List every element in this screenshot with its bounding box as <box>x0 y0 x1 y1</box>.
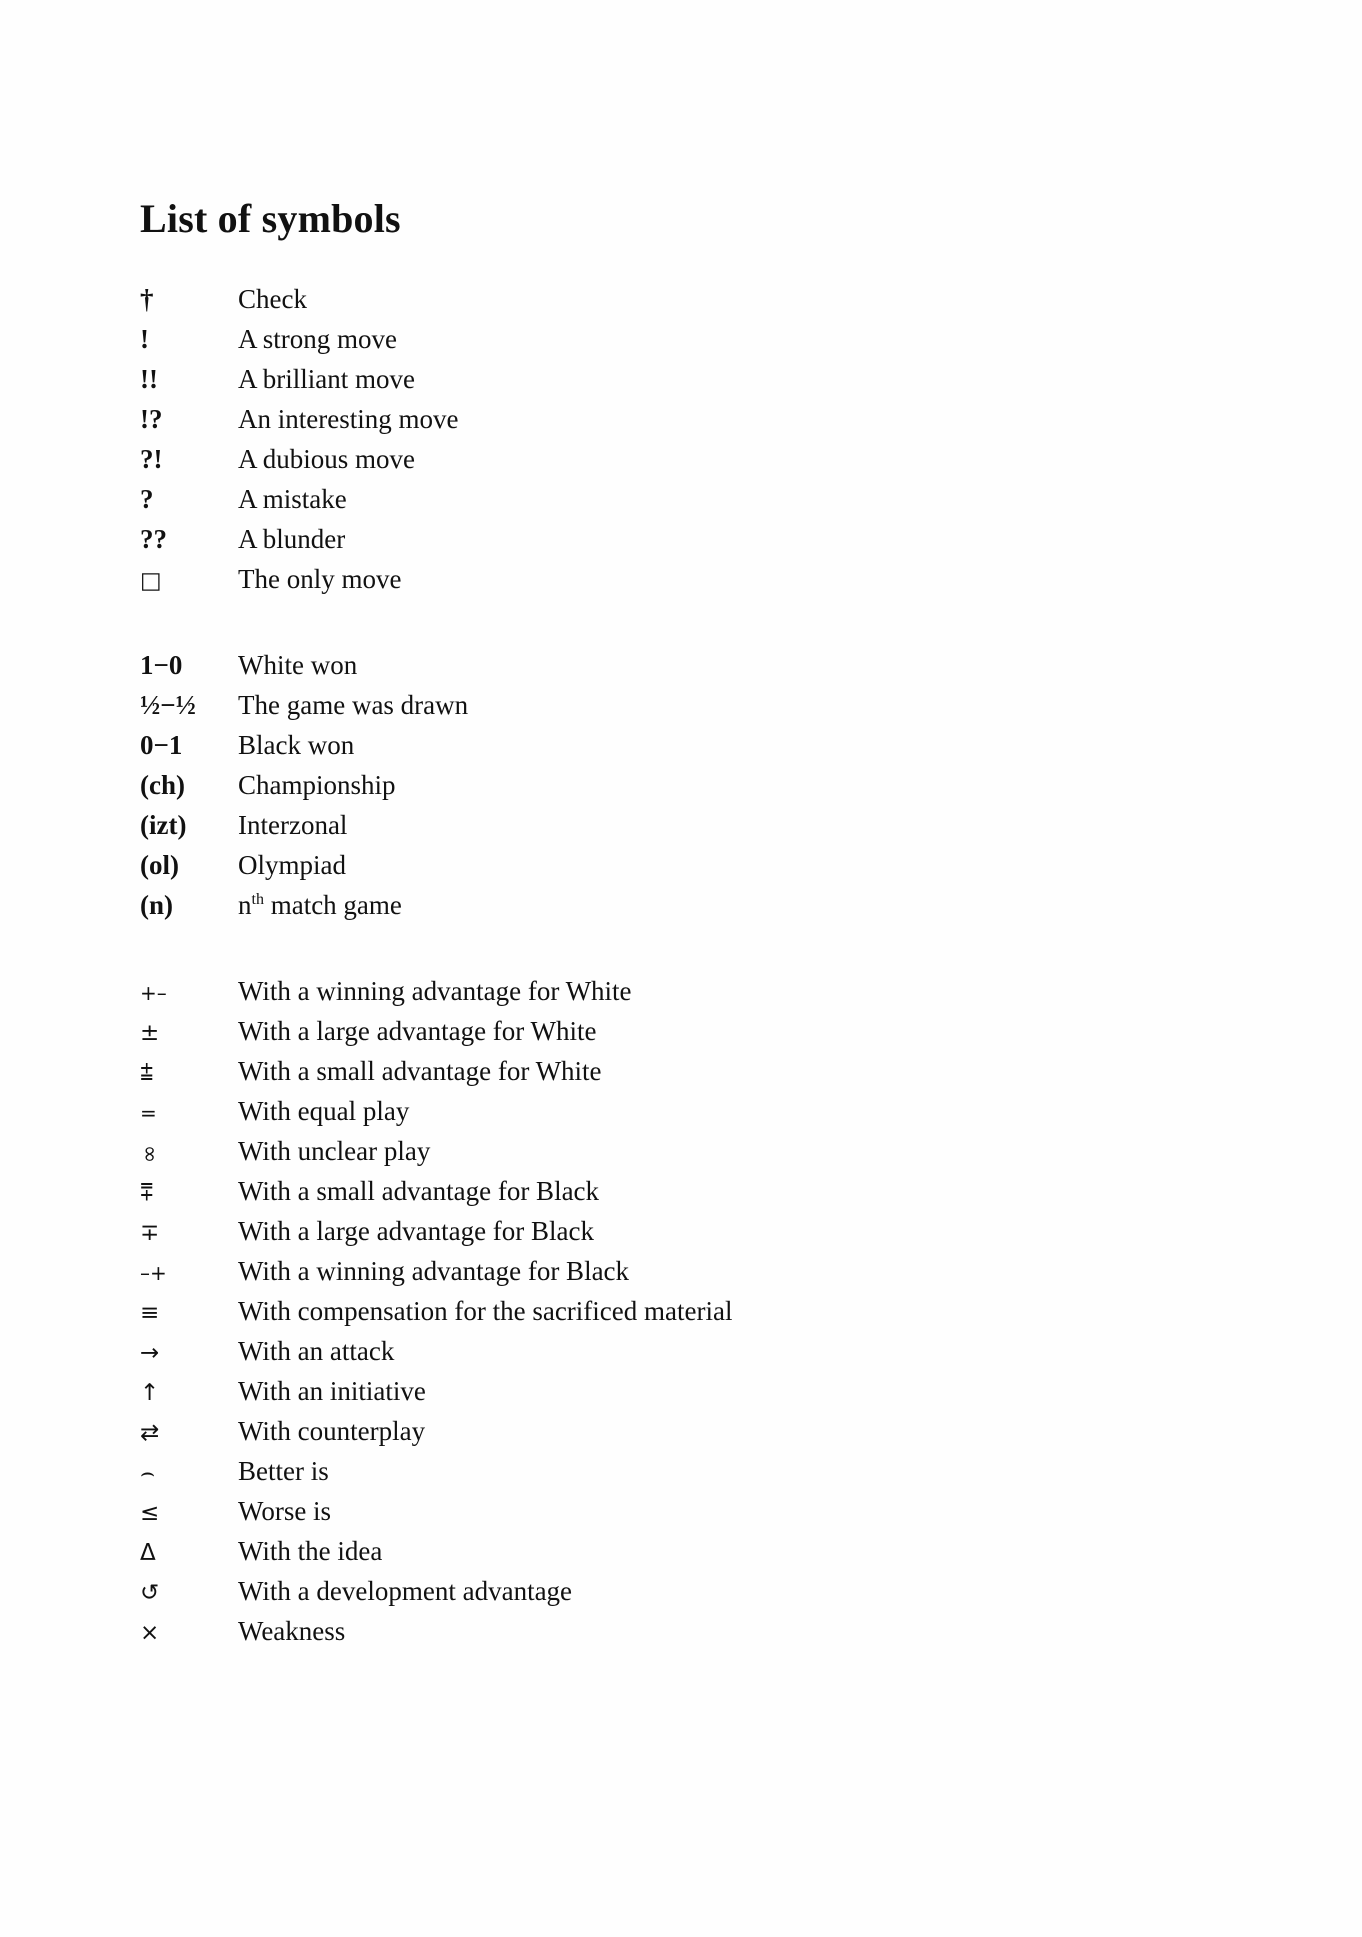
symbol-row <box>140 1618 1140 1658</box>
symbol-row <box>140 692 1140 732</box>
page-content <box>137 195 1140 1704</box>
symbol-description: A brilliant move <box>238 364 415 394</box>
symbol-row <box>140 978 1140 1018</box>
symbol-row <box>140 852 1140 892</box>
symbol-row <box>140 1018 1140 1058</box>
symbol-description: Black won <box>238 730 355 760</box>
symbol-description: With counterplay <box>238 1416 426 1446</box>
symbol-row <box>140 566 1140 606</box>
symbol-glyph: ?! <box>140 444 163 474</box>
symbol-glyph-attack-arrow-icon: → <box>140 1340 160 1366</box>
symbol-row <box>140 366 1140 406</box>
symbol-description: A dubious move <box>238 444 416 474</box>
symbol-row <box>140 526 1140 566</box>
symbol-description: Check <box>238 284 307 314</box>
symbol-description: With a small advantage for Black <box>238 1176 600 1206</box>
symbol-glyph: ? <box>140 484 154 514</box>
symbol-description: Worse is <box>238 1496 332 1526</box>
symbol-description: Olympiad <box>238 850 346 880</box>
symbol-description: With equal play <box>238 1096 410 1126</box>
symbol-glyph: 1−0 <box>140 650 183 680</box>
symbol-description: Championship <box>238 770 396 800</box>
symbol-row <box>140 652 1140 692</box>
symbol-row <box>140 1058 1140 1098</box>
symbol-glyph-counterplay-arrows-icon: ⇄ <box>140 1420 160 1446</box>
symbol-description: The only move <box>238 564 402 594</box>
symbol-description <box>238 892 402 919</box>
symbol-glyph: ?? <box>140 524 167 554</box>
symbol-description: With unclear play <box>238 1136 431 1166</box>
symbol-description-base: n <box>238 890 252 920</box>
symbol-glyph: ! <box>140 324 149 354</box>
symbol-row <box>140 1498 1140 1538</box>
symbol-glyph-delta-idea: Δ <box>140 1540 156 1566</box>
symbol-glyph-small-advantage-white: ⩲ <box>140 1060 154 1086</box>
symbol-description: With a small advantage for White <box>238 1056 602 1086</box>
infinity-icon: ∞ <box>137 1144 163 1164</box>
symbol-row <box>140 732 1140 772</box>
symbol-description: With a large advantage for White <box>238 1016 597 1046</box>
symbol-description: With a winning advantage for Black <box>238 1256 630 1286</box>
symbol-row <box>140 486 1140 526</box>
symbol-row <box>140 1218 1140 1258</box>
symbol-row <box>140 286 1140 326</box>
page-title: List of symbols <box>140 196 401 241</box>
symbol-row <box>140 326 1140 366</box>
symbol-row <box>140 1298 1140 1338</box>
symbol-row <box>140 772 1140 812</box>
symbol-glyph: (n) <box>140 890 173 920</box>
symbol-description: Better is <box>238 1456 329 1486</box>
symbol-description: With the idea <box>238 1536 383 1566</box>
symbol-description: Interzonal <box>238 810 348 840</box>
symbol-glyph-minus-plus-win-black: –+ <box>140 1261 167 1285</box>
symbol-glyph: !? <box>140 404 163 434</box>
symbol-glyph-compensation: ≡ <box>140 1300 160 1326</box>
symbol-description: With an attack <box>238 1336 395 1366</box>
symbol-description: With a development advantage <box>238 1576 573 1606</box>
symbol-row <box>140 1378 1140 1418</box>
symbol-glyph: (ol) <box>140 850 179 880</box>
symbol-description: With compensation for the sacrificed material <box>238 1296 733 1326</box>
symbol-row <box>140 406 1140 446</box>
symbol-glyph-initiative-arrow-icon: ↑ <box>140 1380 160 1406</box>
symbol-glyph-square-icon: □ <box>140 568 162 594</box>
symbol-glyph-development-advantage-icon: ↺ <box>140 1580 160 1606</box>
symbol-glyph-equals: = <box>140 1101 157 1125</box>
symbol-group-evaluation-symbols <box>137 976 1140 1658</box>
symbol-glyph: ½−½ <box>140 690 196 720</box>
symbol-glyph-worse-is: ≤ <box>140 1500 160 1526</box>
symbol-glyph: !! <box>140 364 158 394</box>
symbol-description: A blunder <box>238 524 346 554</box>
symbol-row <box>137 1136 1140 1178</box>
symbol-description: White won <box>238 650 358 680</box>
symbol-row <box>140 1178 1140 1218</box>
symbol-glyph: (izt) <box>140 810 187 840</box>
symbol-row <box>140 1458 1140 1498</box>
symbol-description: Weakness <box>238 1616 346 1646</box>
symbol-glyph-small-advantage-black: ⩱ <box>140 1180 154 1206</box>
symbol-glyph-infinity <box>137 1143 238 1165</box>
symbol-description: The game was drawn <box>238 690 469 720</box>
symbol-glyph-weakness-cross-icon: × <box>140 1620 160 1646</box>
symbol-row <box>140 446 1140 486</box>
symbol-row <box>140 1538 1140 1578</box>
symbol-description: A mistake <box>238 484 347 514</box>
symbol-glyph-plus-minus-win-white: +– <box>140 981 167 1005</box>
symbol-description: A strong move <box>238 324 397 354</box>
symbol-description-superscript: th <box>251 891 264 908</box>
symbol-glyph-better-is: ⌢ <box>140 1460 156 1486</box>
symbol-row <box>140 1258 1140 1298</box>
symbol-glyph-plus-minus: ± <box>140 1020 160 1046</box>
symbol-glyph: (ch) <box>140 770 185 800</box>
symbol-row <box>140 812 1140 852</box>
symbol-glyph-minus-plus: ∓ <box>140 1220 160 1246</box>
symbol-description: An interesting move <box>238 404 459 434</box>
symbol-description: With a winning advantage for White <box>238 976 632 1006</box>
symbol-description: With an initiative <box>238 1376 426 1406</box>
symbol-group-results-and-events <box>140 652 1140 932</box>
symbol-row <box>140 1418 1140 1458</box>
symbol-glyph: † <box>140 284 154 314</box>
symbol-group-move-annotations <box>140 286 1140 606</box>
symbol-description-tail: match game <box>263 890 402 920</box>
symbol-description: With a large advantage for Black <box>238 1216 595 1246</box>
symbol-row <box>140 1338 1140 1378</box>
symbol-row <box>140 892 1140 932</box>
symbol-glyph: 0−1 <box>140 730 183 760</box>
symbol-row <box>140 1578 1140 1618</box>
symbol-row <box>140 1098 1140 1138</box>
